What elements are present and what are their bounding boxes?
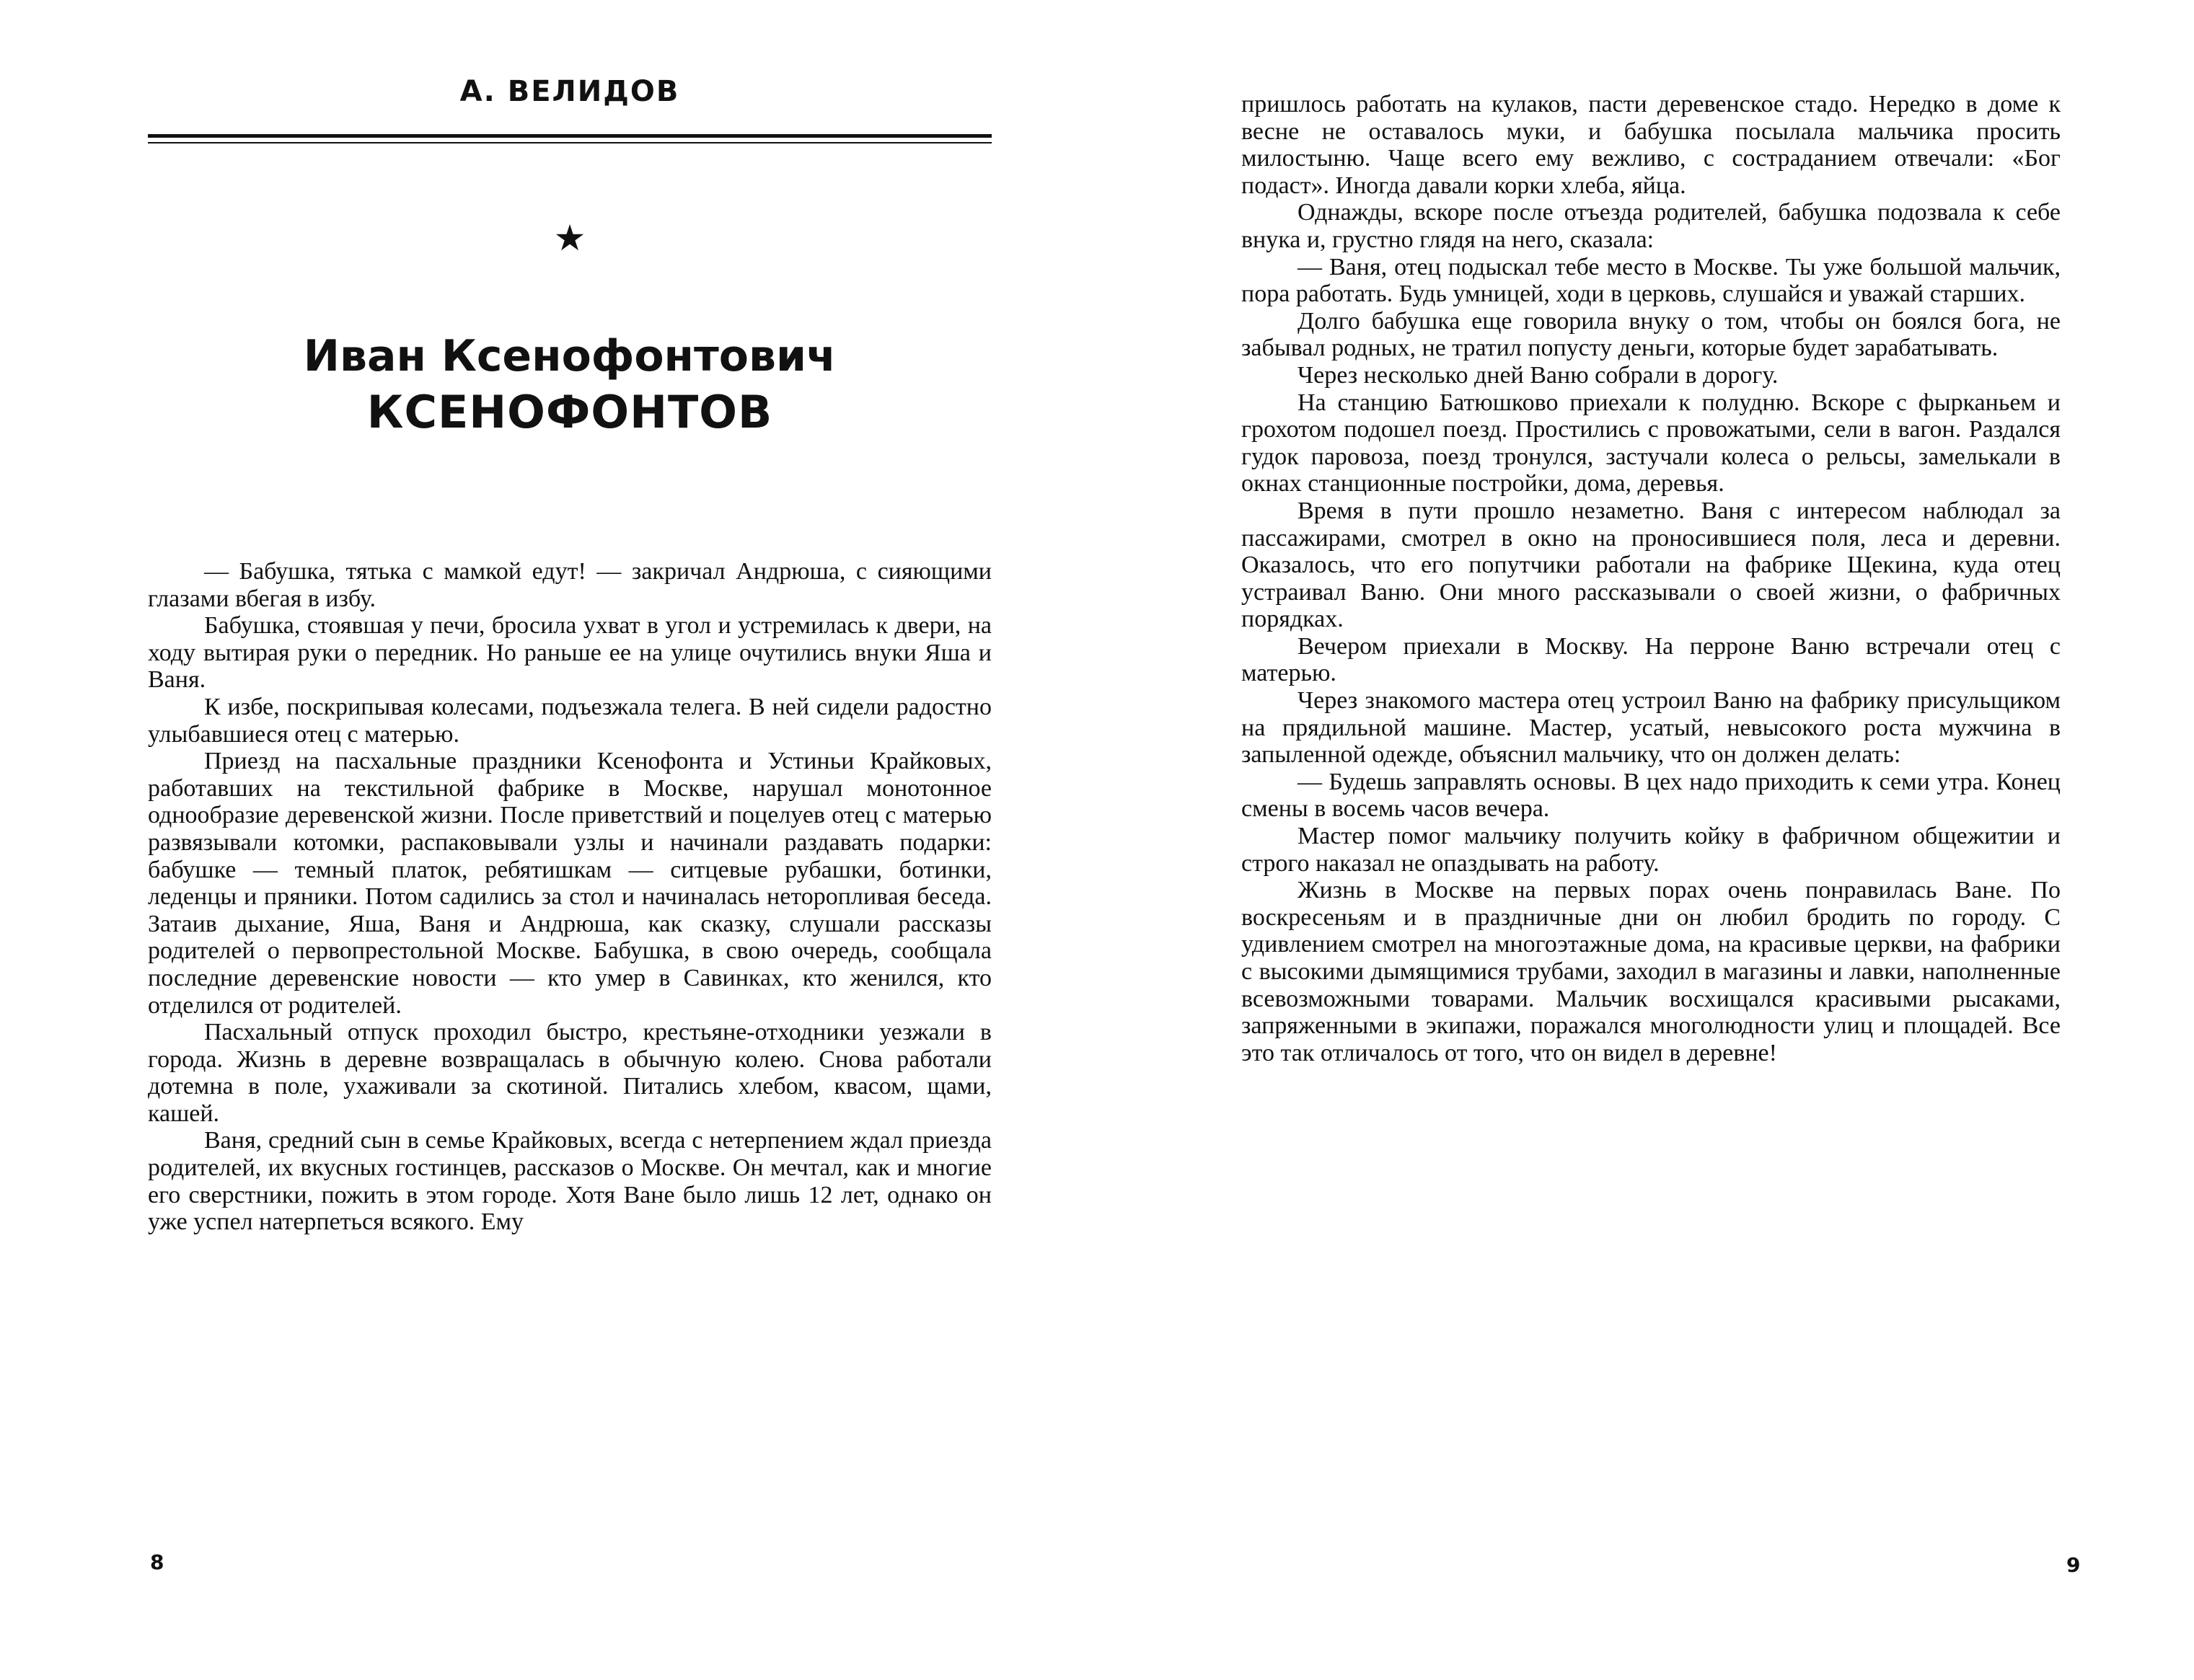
paragraph: Мастер помог мальчику получить койку в фабричном общежитии и строго наказал не опаздывать на работу. (1241, 823, 2061, 877)
paragraph: На станцию Батюшково приехали к полудню. Вскоре с фырканьем и грохотом подошел поезд. Простились с провожатыми, сели в вагон. Раздался гудок паровоза, поезд тронулся, застучали колеса о рельсы, замелькали в окнах станционные постройки, дома, деревья. (1241, 389, 2061, 498)
paragraph: — Будешь заправлять основы. В цех надо приходить к семи утра. Конец смены в восемь часов вечера. (1241, 768, 2061, 823)
header-rule-thick (148, 134, 992, 138)
right-text-column (1241, 91, 2061, 1066)
page-number: 8 (150, 1550, 164, 1574)
paragraph: К избе, поскрипывая колесами, подъезжала телега. В ней сидели радостно улыбавшиеся отец с матерью. (148, 693, 992, 748)
paragraph: Жизнь в Москве на первых порах очень понравилась Ване. По воскресеньям и в праздничные дни он любил бродить по городу. С удивлением смотрел на многоэтажные дома, на красивые церкви, на фабрики с высокими дымящимися трубами, заходил в магазины и лавки, наполненные всевозможными товарами. Мальчик восхищался красивыми рысаками, запряженными в экипажи, поражался многолюдности улиц и площадей. Все это так отличалось от того, что он видел в деревне! (1241, 877, 2061, 1066)
page-number: 9 (2066, 1553, 2081, 1577)
chapter-title-surname: КСЕНОФОНТОВ (366, 386, 773, 438)
star-icon: ★ (553, 217, 586, 259)
paragraph-continued: пришлось работать на кулаков, пасти деревенское стадо. Нередко в доме к весне не оставалось муки, и бабушка посылала мальчика просить милостыню. Чаще всего ему вежливо, с состраданием отвечали: «Бог подаст». Иногда давали корки хлеба, яйца. (1241, 91, 2061, 199)
paragraph: Вечером приехали в Москву. На перроне Ваню встречали отец с матерью. (1241, 632, 2061, 687)
left-text-column (148, 558, 992, 1236)
paragraph: Однажды, вскоре после отъезда родителей, бабушка подозвала к себе внука и, грустно глядя на него, сказала: (1241, 199, 2061, 253)
paragraph: Через несколько дней Ваню собрали в дорогу. (1298, 361, 1779, 389)
right-page (1097, 0, 2194, 1680)
paragraph: Через знакомого мастера отец устроил Ваню на фабрику присульщиком на прядильной машине. Мастер, усатый, невысокого роста мужчина в запыленной одежде, объяснил мальчику, что он должен делать: (1241, 687, 2061, 769)
paragraph: — Ваня, отец подыскал тебе место в Москве. Ты уже большой мальчик, пора работать. Будь умницей, ходи в церковь, слушайся и уважай старших. (1241, 253, 2061, 308)
paragraph: Время в пути прошло незаметно. Ваня с интересом наблюдал за пассажирами, смотрел в окно на проносившиеся поля, леса и деревни. Оказалось, что его попутчики работали на фабрике Щекина, куда отец устраивал Ваню. Они много рассказывали о своей жизни, о фабричных порядках. (1241, 497, 2061, 633)
header-rule-thin (148, 142, 992, 143)
paragraph: Бабушка, стоявшая у печи, бросила ухват в угол и устремилась к двери, на ходу вытирая руки о передник. Но раньше ее на улице очутились внуки Яша и Ваня. (148, 612, 992, 694)
paragraph: Долго бабушка еще говорила внуку о том, чтобы он боялся бога, не забывал родных, не тратил попусту деньги, которые будет зарабатывать. (1241, 307, 2061, 362)
paragraph: Ваня, средний сын в семье Крайковых, всегда с нетерпением ждал приезда родителей, их вкусных гостинцев, рассказов о Москве. Он мечтал, как и многие его сверстники, пожить в этом городе. Хотя Ване было лишь 12 лет, однако он уже успел натерпеться всякого. Ему (148, 1127, 992, 1236)
paragraph: Пасхальный отпуск проходил быстро, крестьяне-отходники уезжали в города. Жизнь в деревне возвращалась в обычную колею. Снова работали дотемна в поле, ухаживали за скотиной. Питались хлебом, квасом, щами, кашей. (148, 1019, 992, 1127)
author-name: А. ВЕЛИДОВ (459, 75, 680, 108)
chapter-title-name: Иван Ксенофонтович (303, 331, 837, 381)
paragraph: Приезд на пасхальные праздники Ксенофонта и Устиньи Крайковых, работавших на текстильной фабрике в Москве, нарушал монотонное однообразие деревенской жизни. После приветствий и поцелуев отец с матерью развязывали котомки, распаковывали узлы и начинали раздавать подарки: бабушке — темный платок, ребятишкам — ситцевые рубашки, ботинки, леденцы и пряники. Потом садились за стол и начиналась неторопливая беседа. Затаив дыхание, Яша, Ваня и Андрюша, как сказку, слушали рассказы родителей о первопрестольной Москве. Бабушка, в свою очередь, сообщала последние деревенские новости — кто умер в Савинках, кто женился, кто отделился от родителей. (148, 748, 992, 1019)
paragraph: — Бабушка, тятька с мамкой едут! — закричал Андрюша, с сияющими глазами вбегая в избу. (148, 558, 992, 612)
